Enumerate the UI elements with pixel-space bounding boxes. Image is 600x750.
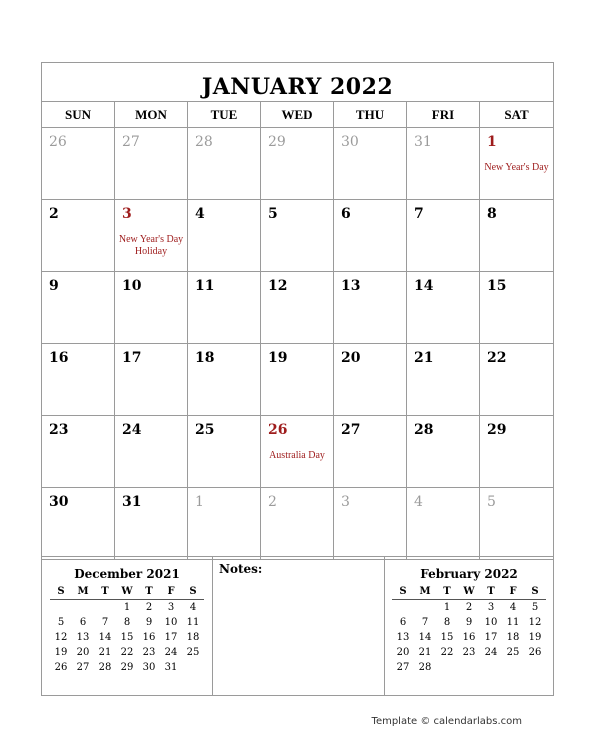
weekday-header: MON [115, 102, 188, 128]
day-cell[interactable] [480, 416, 553, 487]
mini-day: 6 [79, 617, 87, 628]
mini-day: 20 [76, 647, 90, 658]
day-number: 5 [268, 206, 278, 222]
weeks-container [42, 128, 553, 560]
mini-day: 7 [101, 617, 109, 628]
mini-day [72, 600, 94, 615]
mini-calendar-next [385, 557, 553, 696]
day-cell[interactable] [261, 272, 334, 343]
day-cell[interactable] [334, 344, 407, 415]
day-cell[interactable] [480, 128, 553, 199]
day-cell[interactable] [188, 344, 261, 415]
day-cell[interactable] [407, 416, 480, 487]
mini-weekday: F [509, 586, 517, 597]
day-number: 30 [49, 494, 69, 510]
mini-day [480, 660, 502, 675]
mini-day: 11 [506, 617, 520, 628]
day-number: 10 [122, 278, 142, 294]
mini-day [50, 600, 72, 615]
week-row [42, 488, 553, 560]
mini-day: 8 [443, 617, 451, 628]
day-number: 29 [268, 134, 286, 150]
mini-weekday: W [463, 586, 475, 597]
day-number: 23 [49, 422, 69, 438]
week-row [42, 200, 553, 272]
mini-day [436, 660, 458, 675]
weekday-header: WED [261, 102, 334, 128]
day-cell[interactable] [42, 200, 115, 271]
mini-week-row [392, 645, 546, 660]
mini-week-row [392, 600, 546, 615]
mini-day: 10 [164, 617, 178, 628]
day-cell[interactable] [115, 128, 188, 199]
day-number: 1 [487, 134, 497, 150]
mini-day: 6 [399, 617, 407, 628]
day-cell[interactable] [480, 272, 553, 343]
calendar-page [41, 62, 554, 696]
day-number: 18 [195, 350, 215, 366]
weekday-header: THU [334, 102, 407, 128]
day-number: 3 [122, 206, 132, 222]
month-grid [42, 101, 553, 560]
weekday-header: FRI [407, 102, 480, 128]
mini-day: 15 [440, 632, 454, 643]
week-row [42, 272, 553, 344]
mini-day: 18 [186, 632, 200, 643]
day-number: 7 [414, 206, 424, 222]
day-number: 11 [195, 278, 215, 294]
mini-day: 2 [465, 602, 473, 613]
day-number: 3 [341, 494, 350, 510]
day-cell[interactable] [407, 128, 480, 199]
week-row [42, 344, 553, 416]
mini-day: 25 [186, 647, 200, 658]
mini-day [414, 600, 436, 615]
mini-day: 23 [142, 647, 156, 658]
mini-day: 26 [528, 647, 542, 658]
day-cell[interactable] [115, 200, 188, 271]
day-number: 9 [49, 278, 59, 294]
day-number: 2 [49, 206, 59, 222]
mini-day: 28 [418, 662, 432, 673]
mini-day: 16 [142, 632, 156, 643]
day-number: 2 [268, 494, 277, 510]
mini-day: 10 [484, 617, 498, 628]
day-cell[interactable] [480, 488, 553, 559]
day-cell[interactable] [42, 344, 115, 415]
day-number: 31 [414, 134, 432, 150]
mini-day: 8 [123, 617, 131, 628]
mini-day: 30 [142, 662, 156, 673]
day-number: 25 [195, 422, 215, 438]
mini-weekday: T [145, 586, 153, 597]
mini-day: 28 [98, 662, 112, 673]
mini-day: 3 [167, 602, 175, 613]
mini-week-row [392, 660, 546, 675]
footer-credit: Template © calendarlabs.com [371, 716, 522, 727]
mini-week-row [392, 630, 546, 645]
day-cell[interactable] [334, 488, 407, 559]
mini-day: 21 [418, 647, 432, 658]
day-cell[interactable] [480, 200, 553, 271]
day-number: 20 [341, 350, 361, 366]
day-number: 22 [487, 350, 507, 366]
mini-week-row [50, 615, 204, 630]
day-number: 17 [122, 350, 142, 366]
day-cell[interactable] [115, 488, 188, 559]
day-cell[interactable] [188, 128, 261, 199]
day-number: 26 [268, 422, 288, 438]
mini-day: 19 [54, 647, 68, 658]
mini-day: 17 [164, 632, 178, 643]
mini-day: 15 [120, 632, 134, 643]
mini-weekday: M [419, 586, 431, 597]
mini-weekday: T [443, 586, 451, 597]
mini-week-row [50, 645, 204, 660]
mini-day: 9 [145, 617, 153, 628]
mini-calendar-grid [50, 585, 204, 675]
day-cell[interactable] [188, 200, 261, 271]
day-number: 28 [414, 422, 434, 438]
mini-day: 29 [120, 662, 134, 673]
mini-day [94, 600, 116, 615]
mini-weekday-row [392, 585, 546, 600]
day-number: 28 [195, 134, 213, 150]
mini-day: 13 [396, 632, 410, 643]
day-cell[interactable] [115, 416, 188, 487]
mini-day: 25 [506, 647, 520, 658]
mini-day: 22 [440, 647, 454, 658]
mini-day: 17 [484, 632, 498, 643]
mini-calendar-grid [392, 585, 546, 675]
day-cell[interactable] [261, 488, 334, 559]
day-cell[interactable] [261, 200, 334, 271]
day-cell[interactable] [480, 344, 553, 415]
mini-calendar-previous [42, 557, 213, 696]
week-row [42, 416, 553, 488]
month-title: JANUARY 2022 [201, 74, 394, 100]
mini-day: 1 [123, 602, 131, 613]
day-cell[interactable] [407, 488, 480, 559]
mini-day: 24 [164, 647, 178, 658]
day-cell[interactable] [42, 488, 115, 559]
day-cell[interactable] [115, 272, 188, 343]
mini-day: 3 [487, 602, 495, 613]
mini-day: 26 [54, 662, 68, 673]
mini-day: 1 [443, 602, 451, 613]
day-number: 16 [49, 350, 69, 366]
day-number: 13 [341, 278, 361, 294]
day-number: 26 [49, 134, 67, 150]
mini-day: 19 [528, 632, 542, 643]
mini-day: 23 [462, 647, 476, 658]
day-cell[interactable] [407, 344, 480, 415]
mini-weekday: T [487, 586, 495, 597]
mini-day: 12 [528, 617, 542, 628]
weekday-header: SAT [504, 107, 529, 122]
day-cell[interactable] [334, 128, 407, 199]
day-number: 6 [341, 206, 351, 222]
mini-day [502, 660, 524, 675]
mini-weekday: T [101, 586, 109, 597]
day-number: 27 [341, 422, 361, 438]
day-number: 21 [414, 350, 434, 366]
day-number: 4 [414, 494, 423, 510]
mini-day: 5 [531, 602, 539, 613]
mini-day: 16 [462, 632, 476, 643]
day-number: 14 [414, 278, 434, 294]
weekday-header: SUN [42, 102, 115, 128]
mini-day [182, 660, 204, 675]
day-number: 5 [487, 494, 496, 510]
mini-day: 7 [421, 617, 429, 628]
mini-weekday: S [531, 586, 539, 597]
day-cell[interactable] [261, 416, 334, 487]
day-number: 12 [268, 278, 288, 294]
mini-day: 27 [396, 662, 410, 673]
day-cell[interactable] [115, 344, 188, 415]
day-cell[interactable] [42, 272, 115, 343]
mini-weekday: M [77, 586, 89, 597]
mini-day: 24 [484, 647, 498, 658]
mini-day: 14 [98, 632, 112, 643]
mini-calendar-title: February 2022 [420, 567, 518, 581]
holiday-label: New Year's Day [484, 162, 549, 173]
day-cell[interactable] [334, 200, 407, 271]
mini-day: 5 [57, 617, 65, 628]
day-number: 19 [268, 350, 288, 366]
mini-day: 18 [506, 632, 520, 643]
mini-day: 11 [186, 617, 200, 628]
mini-day: 9 [465, 617, 473, 628]
mini-day: 2 [145, 602, 153, 613]
day-cell[interactable] [188, 272, 261, 343]
weekday-header-row [42, 102, 553, 128]
mini-day: 14 [418, 632, 432, 643]
mini-day: 4 [509, 602, 517, 613]
bottom-section [42, 556, 553, 696]
day-number: 30 [341, 134, 359, 150]
mini-weekday: F [167, 586, 175, 597]
mini-calendar-title: December 2021 [74, 567, 180, 581]
mini-day: 13 [76, 632, 90, 643]
mini-day [524, 660, 546, 675]
mini-day: 21 [98, 647, 112, 658]
mini-day: 22 [120, 647, 134, 658]
day-number: 29 [487, 422, 507, 438]
day-number: 31 [122, 494, 142, 510]
day-cell[interactable] [261, 344, 334, 415]
weekday-header: TUE [188, 102, 261, 128]
day-cell[interactable] [188, 488, 261, 559]
mini-week-row [392, 615, 546, 630]
mini-weekday: S [57, 586, 65, 597]
mini-day: 12 [54, 632, 68, 643]
holiday-label: New Year's Day Holiday [118, 234, 184, 257]
notes-label: Notes: [219, 562, 263, 576]
mini-weekday: W [121, 586, 133, 597]
mini-day: 4 [189, 602, 197, 613]
mini-week-row [50, 600, 204, 615]
week-row [42, 128, 553, 200]
day-number: 1 [195, 494, 204, 510]
day-cell[interactable] [407, 272, 480, 343]
day-cell[interactable] [42, 416, 115, 487]
mini-day [392, 600, 414, 615]
mini-week-row [50, 630, 204, 645]
mini-weekday: S [189, 586, 197, 597]
mini-weekday-row [50, 585, 204, 600]
holiday-label: Australia Day [269, 450, 325, 461]
day-cell[interactable] [261, 128, 334, 199]
day-cell[interactable] [407, 200, 480, 271]
mini-week-row [50, 660, 204, 675]
day-number: 8 [487, 206, 497, 222]
mini-day: 31 [164, 662, 178, 673]
day-cell[interactable] [188, 416, 261, 487]
day-number: 4 [195, 206, 205, 222]
mini-day [458, 660, 480, 675]
day-cell[interactable] [334, 272, 407, 343]
mini-weekday: S [399, 586, 407, 597]
mini-day: 27 [76, 662, 90, 673]
day-number: 27 [122, 134, 140, 150]
day-cell[interactable] [334, 416, 407, 487]
day-number: 24 [122, 422, 142, 438]
notes-box[interactable] [213, 557, 385, 696]
day-cell[interactable] [42, 128, 115, 199]
mini-day: 20 [396, 647, 410, 658]
day-number: 15 [487, 278, 507, 294]
